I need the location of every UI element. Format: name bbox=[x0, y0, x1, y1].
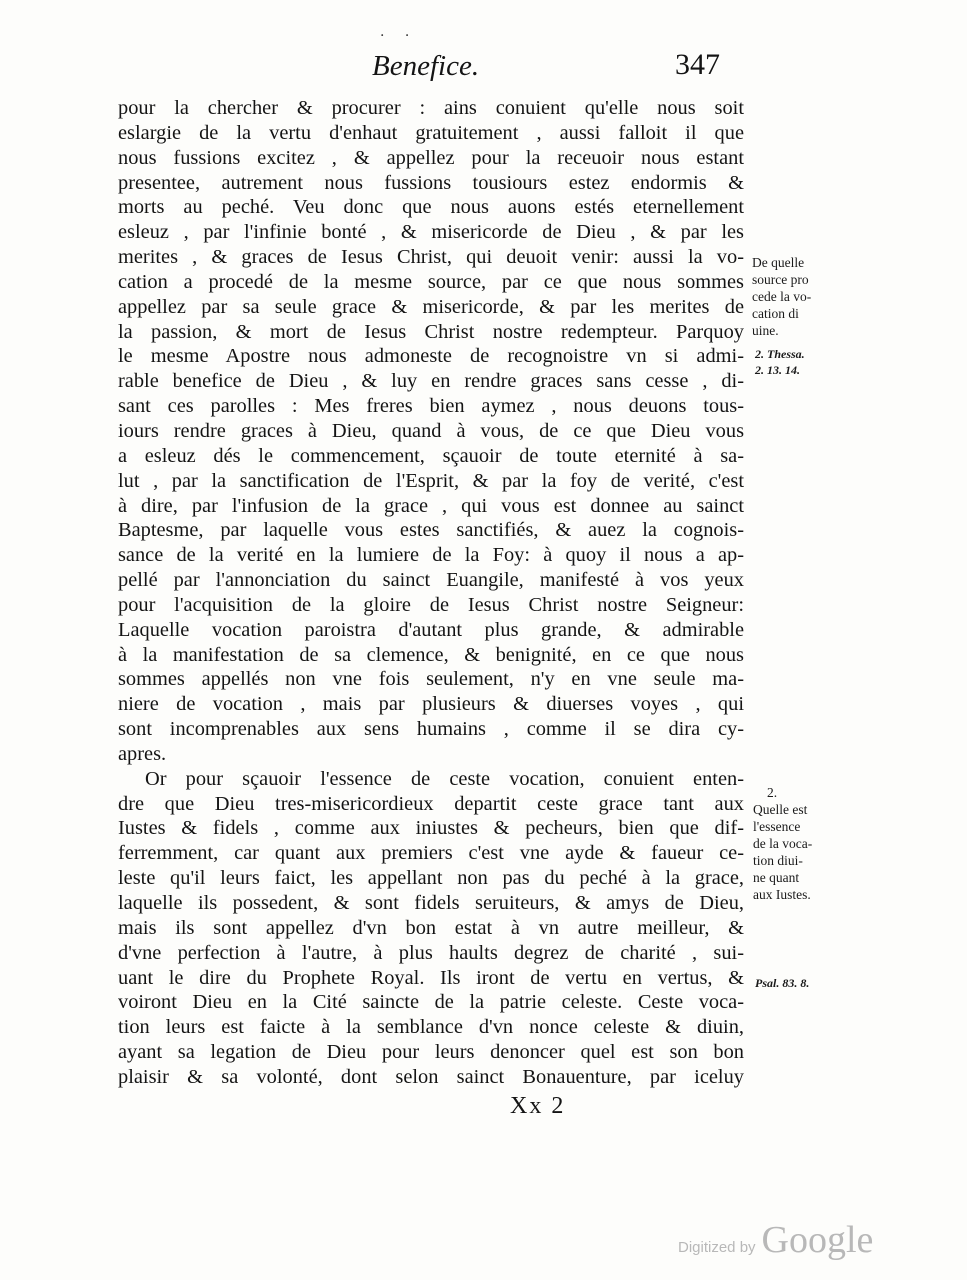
text-line: sant ces parolles : Mes freres bien aymez , nous deuons tous- bbox=[118, 395, 744, 418]
margin-note-line: source pro bbox=[752, 272, 809, 287]
paragraph-start-line: Or pour sçauoir l'essence de ceste vocation, conuient enten- bbox=[145, 767, 744, 790]
text-line: rable benefice de Dieu , & luy en rendre graces sans cesse , di- bbox=[118, 370, 744, 393]
signature-mark: Xx 2 bbox=[510, 1093, 566, 1119]
text-line: dre que Dieu tres-misericordieux departit ceste grace tant aux bbox=[118, 792, 744, 815]
text-line: pellé par l'annonciation du sainct Euangile, manifesté à vos yeux bbox=[118, 569, 744, 592]
text-line: Iustes & fidels , comme aux iniustes & pecheurs, bien que dif- bbox=[118, 817, 744, 840]
text-line: plaisir & sa volonté, dont selon sainct Bonauenture, par iceluy bbox=[118, 1065, 744, 1088]
text-line: ferremment, car quant aux premiers c'est vne ayde & faueur ce- bbox=[118, 842, 744, 865]
text-line: apres. bbox=[118, 742, 167, 765]
margin-note-line: De quelle bbox=[752, 255, 805, 270]
text-line: uant le dire du Prophete Royal. Ils iront de vertu en vertus, & bbox=[118, 966, 744, 989]
header-ornament: · · bbox=[380, 28, 418, 44]
text-line: presentee, autrement nous fussions tousiours estez endormis & bbox=[118, 171, 744, 194]
text-line: eslargie de la vertu d'enhaut gratuitement , aussi falloit il que bbox=[118, 121, 744, 144]
text-line: cation a procedé de la mesme source, par ce que nous sommes bbox=[118, 270, 744, 293]
text-line: nous fussions excitez , & appellez pour la receuoir nous estant bbox=[118, 146, 744, 169]
margin-note-line: ne quant bbox=[753, 870, 800, 885]
text-line: sommes appellés non vne fois seulement, n'y en vne seule ma- bbox=[118, 668, 744, 691]
text-line: laquelle ils possedent, & sont fidels seruiteurs, & amys de Dieu, bbox=[118, 892, 744, 914]
text-line: sont incomprenables aux sens humains , comme il se dira cy- bbox=[118, 718, 744, 741]
margin-reference-thessalonians bbox=[755, 346, 805, 378]
text-line: voiront Dieu en la Cité saincte de la patrie celeste. Ceste voca- bbox=[118, 991, 744, 1014]
margin-note-source-of-vocation bbox=[752, 254, 811, 339]
text-line: merites , & graces de Iesus Christ, qui deuoit venir: aussi la vo- bbox=[118, 246, 744, 269]
text-line: ayant sa legation de Dieu pour leurs denoncer quel est son bon bbox=[118, 1041, 744, 1064]
margin-note-line: Quelle est bbox=[753, 802, 808, 817]
text-line: niere de vocation , mais par plusieurs & diuerses voyes , qui bbox=[118, 693, 744, 716]
margin-note-line: 2. bbox=[767, 785, 778, 800]
margin-ref-line: 2. Thessa. bbox=[755, 347, 805, 361]
margin-note-line: cation di bbox=[752, 306, 799, 321]
margin-ref-line: 2. 13. 14. bbox=[755, 363, 800, 377]
text-line: leste qu'il leurs faict, les appellant non pas du peché à la grace, bbox=[118, 867, 744, 890]
page-number: 347 bbox=[675, 48, 720, 81]
google-logo: Google bbox=[761, 1219, 874, 1261]
margin-note-line: cede la vo- bbox=[752, 289, 812, 304]
margin-note-line: uine. bbox=[752, 323, 779, 338]
margin-note-line: de la voca- bbox=[753, 836, 813, 851]
text-line: a esleuz dés le commencement, sçauoir de toute eternité à sa- bbox=[118, 444, 744, 467]
text-line: tion leurs est faicte à la semblance d'vn nonce celeste & diuin, bbox=[118, 1016, 744, 1039]
text-line: appellez par sa seule grace & misericorde, & par les merites de bbox=[118, 295, 744, 318]
text-line: iours rendre graces à Dieu, quand à vous, de ce que Dieu vous bbox=[118, 419, 744, 442]
margin-note-line: tion diui- bbox=[753, 853, 803, 868]
margin-reference-psalm: Psal. 83. 8. bbox=[755, 976, 810, 990]
text-line: sance de la verité en la lumiere de la Foy: à quoy il nous a ap- bbox=[118, 544, 744, 567]
text-line: pour l'acquisition de la gloire de Iesus Christ nostre Seigneur: bbox=[118, 593, 744, 616]
running-head: Benefice. bbox=[372, 50, 480, 82]
text-line: la passion, & mort de Iesus Christ nostre redempteur. Parquoy bbox=[118, 320, 744, 343]
margin-note-line: aux Iustes. bbox=[753, 887, 811, 902]
margin-note-essence-of-vocation bbox=[753, 784, 812, 903]
text-line: pour la chercher & procurer : ains conuient qu'elle nous soit bbox=[118, 97, 744, 119]
text-line: morts au peché. Veu donc que nous auons estés eternellement bbox=[118, 196, 744, 219]
text-line: à dire, par l'infusion de la grace , qui vous est donnee au sainct bbox=[118, 494, 744, 517]
watermark-prefix: Digitized by bbox=[678, 1239, 756, 1256]
digitized-by-watermark bbox=[678, 1218, 873, 1262]
text-line: Laquelle vocation paroistra d'autant plus grande, & admirable bbox=[118, 618, 744, 641]
text-line: lut , par la sanctification de l'Esprit, & par la foy de verité, c'est bbox=[118, 469, 744, 492]
text-line: à la manifestation de sa clemence, & benignité, en ce que nous bbox=[118, 643, 744, 666]
text-line: le mesme Apostre nous admoneste de recognoistre vn si admi- bbox=[118, 345, 744, 368]
margin-note-line: l'essence bbox=[753, 819, 801, 834]
text-line: d'vne perfection à l'autre, à plus haults degrez de charité , sui- bbox=[118, 941, 744, 964]
text-line: esleuz , par l'infinie bonté , & misericorde de Dieu , & par les bbox=[118, 221, 744, 244]
text-line: mais ils sont appellez d'vn bon estat à vn autre meilleur, & bbox=[118, 916, 744, 939]
text-line: Baptesme, par laquelle vous estes sanctifiés, & auez la cognois- bbox=[118, 519, 744, 542]
body-text bbox=[118, 96, 744, 1090]
